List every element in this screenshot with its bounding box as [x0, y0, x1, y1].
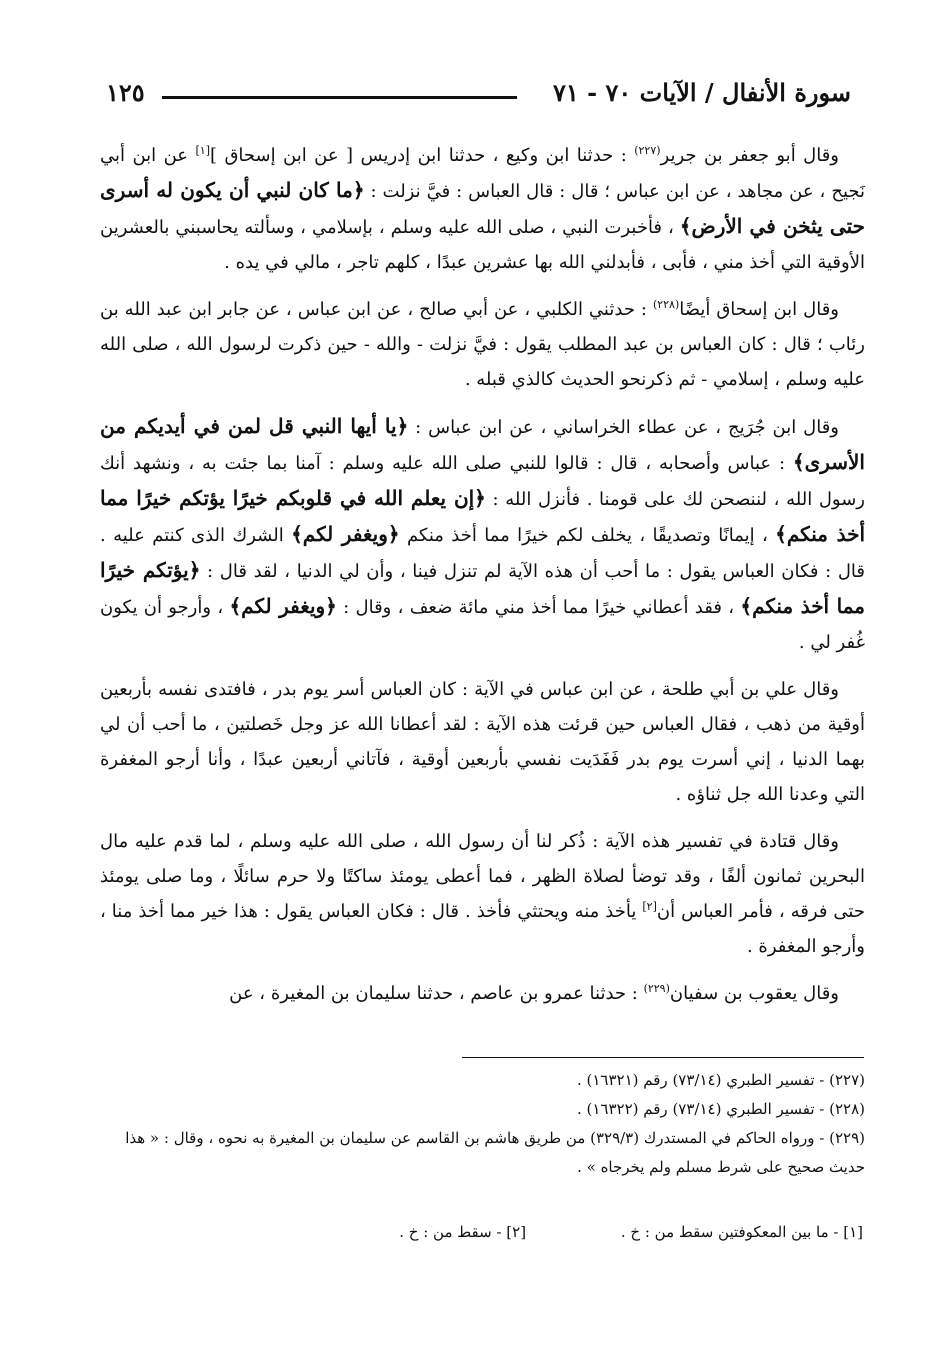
footnote-227: (٢٢٧) - تفسير الطبري (٧٣/١٤) رقم (١٦٣٢١) .: [576, 1071, 865, 1089]
paragraph: [100, 138, 865, 280]
footnote-229: (٢٢٩) - ورواه الحاكم في المستدرك (٣٢٩/٣) من طريق هاشم بن القاسم عن سليمان بن المغيرة به نحوه ، وقال : « هذا حديث صحيح على شرط مسلم ولم يخرجاه » .: [125, 1129, 865, 1176]
text-run: وقال ابن إسحاق أيضًا: [679, 299, 839, 320]
quran-verse: ﴿يا أيها النبي قل لمن في أيديكم من الأسرى﴾: [100, 414, 865, 474]
quran-verse: ﴿ما كان لنبي أن يكون له أسرى حتى يثخن في الأرض﴾: [100, 178, 865, 238]
note-marker: (٢٢٩): [643, 982, 670, 995]
text-run: وقال أبو جعفر بن جرير: [660, 145, 839, 166]
editor-note-1: [١] - ما بين المعكوفتين سقط من : خ .: [620, 1223, 863, 1241]
header-rule: [162, 96, 517, 99]
text-run: ، فقد أعطاني خيرًا مما أخذ مني مائة ضعف ، وقال :: [336, 597, 741, 618]
quran-verse: ﴿ويغفر لكم﴾: [229, 594, 337, 618]
running-title: سورة الأنفال / الآيات ٧٠ - ٧١: [553, 78, 851, 107]
text-run: ، إيمانًا وتصديقًا ، يخلف لكم خيرًا مما أخذ منكم: [399, 525, 776, 546]
main-text: [100, 138, 865, 1023]
text-run: وقال ابن جُرَيج ، عن عطاء الخراساني ، عن ابن عباس :: [408, 417, 839, 438]
note-marker: [١]: [195, 144, 210, 157]
paragraph: [100, 824, 865, 964]
editor-notes: [309, 1218, 863, 1246]
text-run: يأخذ منه ويحتثي فأخذ . قال : فكان العباس يقول : هذا خير مما أخذ منا ، وأرجو المغفرة .: [100, 901, 865, 957]
paragraph: [100, 672, 865, 812]
text-run: وقال يعقوب بن سفيان: [669, 983, 839, 1004]
note-marker: (٢٢٧): [634, 144, 661, 157]
editor-note-2: [٢] - سقط من : خ .: [399, 1223, 527, 1241]
footnote-228: (٢٢٨) - تفسير الطبري (٧٣/١٤) رقم (١٦٣٢٢) .: [576, 1100, 865, 1118]
footnotes: [100, 1066, 865, 1182]
note-marker: [٢]: [642, 900, 657, 913]
page-number: ١٢٥: [106, 78, 145, 107]
note-marker: (٢٢٨): [652, 298, 680, 311]
page-header: [100, 78, 851, 118]
text-run: وقال علي بن أبي طلحة ، عن ابن عباس في الآية : كان العباس أسر يوم بدر ، فافتدى نفسه بأربعين أوقية من ذهب ، فقال العباس حين قرئت هذه الآية : لقد أعطانا الله عز وجل خَصلتين ، ما أحب أن لي بهما الدنيا ، إني أسرت يوم بدر فَفَدَيت نفسي بأربعين أوقية ، فآتاني أربعين عبدًا ، وأنا أرجو المغفرة التي وعدنا الله جل ثناؤه .: [100, 679, 865, 805]
footnote-rule: [462, 1057, 864, 1058]
text-run: : عباس وأصحابه ، قال : قالوا للنبي صلى الله عليه وسلم : آمنا بما جئت به ، ونشهد أنك رسول الله ، لننصحن لك على قومنا . فأنزل الله :: [100, 453, 865, 510]
paragraph: [100, 409, 865, 660]
quran-verse: ﴿يؤتكم خيرًا مما أخذ منكم﴾: [100, 558, 866, 618]
quran-verse: ﴿إن يعلم الله في قلوبكم خيرًا يؤتكم خيرًا مما أخذ منكم﴾: [100, 486, 865, 546]
text-run: ، وأرجو أن يكون غُفر لي .: [100, 597, 865, 653]
text-run: وقال قتادة في تفسير هذه الآية : ذُكر لنا أن رسول الله ، صلى الله عليه وسلم ، لما قدم عليه مال البحرين ثمانون ألفًا ، وقد توضأ لصلاة الظهر ، فما أعطى يومئذ ساكتًا ولا حرم سائلًا ، وما صلى يومئذ حتى فرقه ، فأمر العباس أن: [100, 831, 865, 922]
text-run: : حدثني الكلبي ، عن أبي صالح ، عن ابن عباس ، عن جابر ابن عبد الله بن رئاب ؛ قال : كان العباس بن عبد المطلب يقول : فيَّ نزلت - والله - حين ذكرت لرسول الله ، صلى الله عليه وسلم ، إسلامي - ثم ذكرنحو الحديث كالذي قبله .: [100, 299, 865, 390]
quran-verse: ﴿ويغفر لكم﴾: [291, 522, 400, 546]
text-run: عن ابن أبي نَجيح ، عن مجاهد ، عن ابن عباس ؛ قال : قال العباس : فيَّ نزلت :: [100, 145, 866, 202]
paragraph: [100, 976, 865, 1011]
text-run: : حدثنا عمرو بن عاصم ، حدثنا سليمان بن المغيرة ، عن: [229, 983, 644, 1004]
text-run: : حدثنا ابن وكيع ، حدثنا ابن إدريس [ عن ابن إسحاق ]: [209, 145, 635, 166]
text-run: ، فأخبرت النبي ، صلى الله عليه وسلم ، بإسلامي ، وسألته يحاسبني بالعشرين الأوقية التي أخذ مني ، فأبى ، فأبدلني الله بها عشرين عبدًا ، كلهم تاجر ، مالي في يده .: [100, 217, 865, 273]
paragraph: [100, 292, 865, 397]
text-run: الشرك الذى كنتم عليه . قال : فكان العباس يقول : ما أحب أن هذه الآية لم تنزل فينا ، وأن لي الدنيا ، لقد قال :: [100, 525, 866, 582]
